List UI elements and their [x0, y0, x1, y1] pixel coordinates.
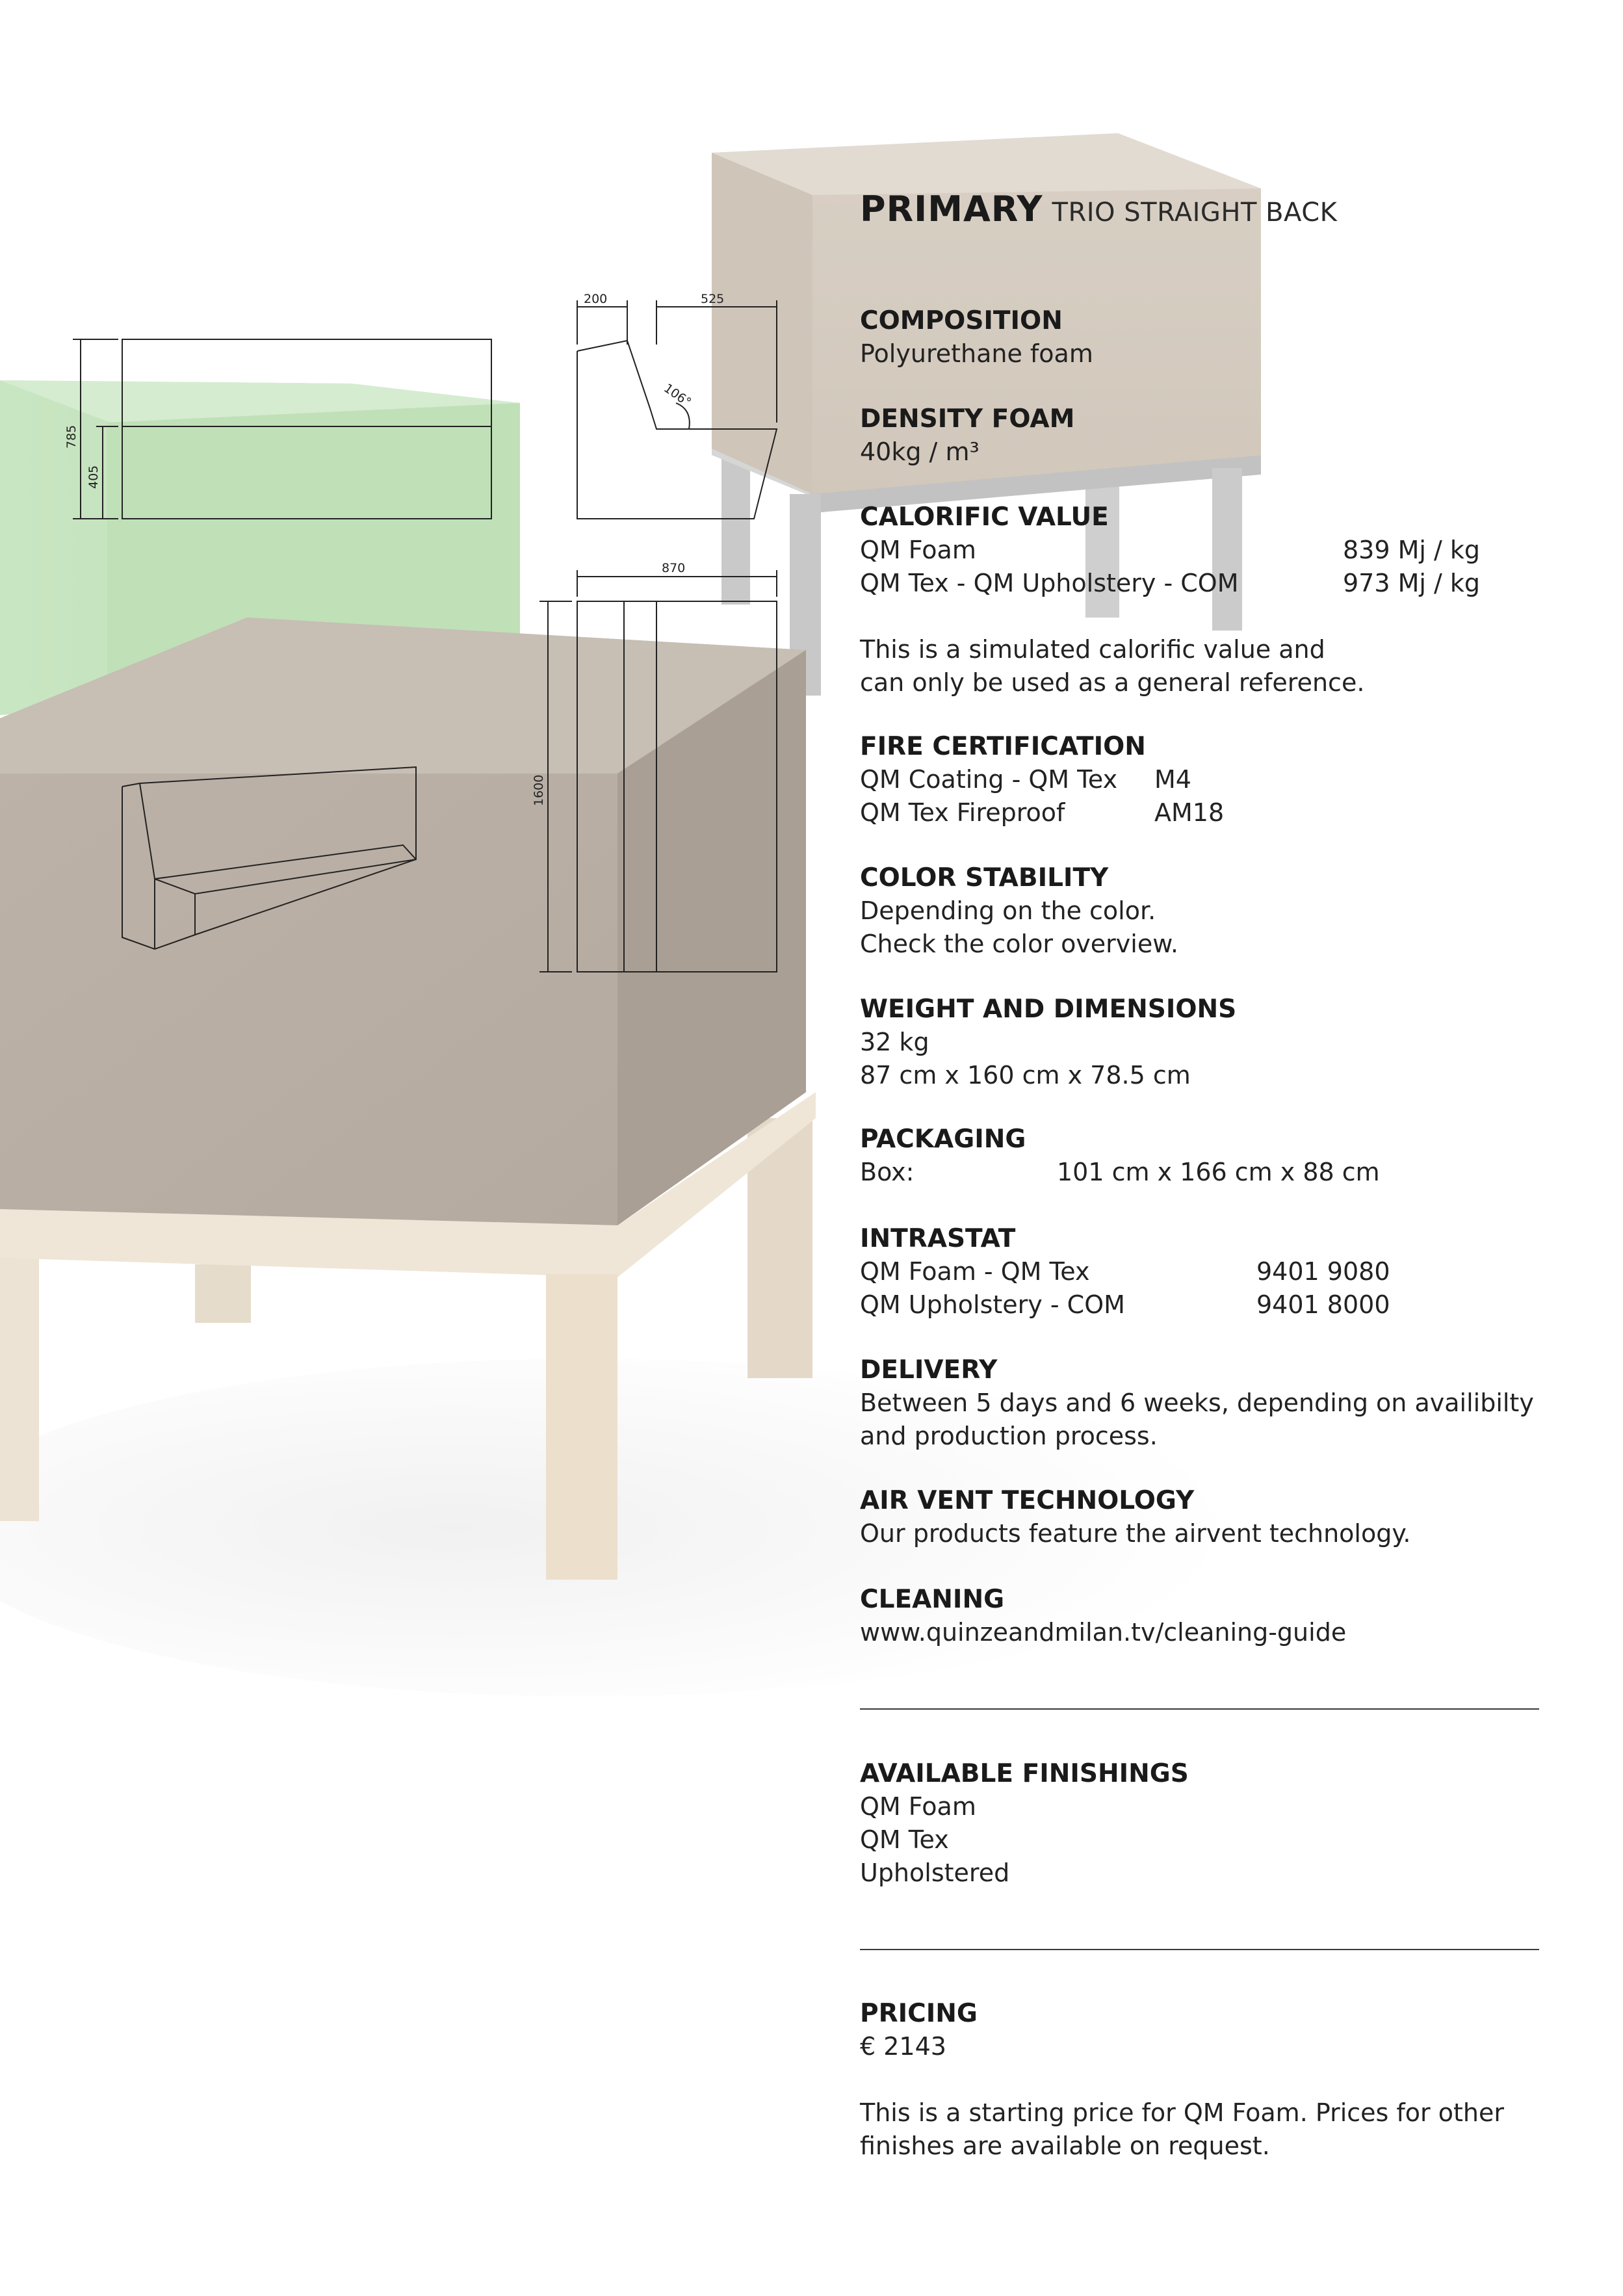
divider [860, 1708, 1539, 1710]
intrastat-value: 9401 9080 [1256, 1257, 1390, 1286]
calorific-heading: CALORIFIC VALUE [860, 502, 1109, 532]
brand-name: PRIMARY [860, 189, 1043, 229]
fire-value: AM18 [1154, 798, 1225, 827]
dim-seat-depth: 525 [701, 292, 725, 306]
finishing-item: QM Foam [860, 1792, 976, 1821]
composition-value: Polyurethane foam [860, 339, 1093, 368]
calorific-value: 973 Mj / kg [1343, 569, 1481, 597]
delivery-line: Between 5 days and 6 weeks, depending on availibilty [860, 1389, 1534, 1417]
packaging-row [860, 1156, 1542, 1189]
fire-value: M4 [1154, 765, 1191, 794]
dim-total-depth: 870 [662, 561, 686, 575]
density-heading: DENSITY FOAM [860, 404, 1075, 434]
fire-row [860, 796, 1542, 829]
finishings-section [860, 1757, 1542, 1890]
intrastat-section [860, 1222, 1542, 1322]
delivery-line: and production process. [860, 1422, 1158, 1450]
dim-total-width: 1600 [532, 774, 546, 806]
density-section [860, 402, 1542, 469]
delivery-section [860, 1353, 1542, 1453]
pricing-note: This is a starting price for QM Foam. Prices for other [860, 2098, 1504, 2127]
color-section [860, 861, 1542, 961]
cleaning-heading: CLEANING [860, 1585, 1005, 1614]
fire-label: QM Tex Fireproof [860, 798, 1065, 827]
pricing-note: finishes are available on request. [860, 2132, 1270, 2160]
intrastat-value: 9401 8000 [1256, 1290, 1390, 1319]
packaging-value: 101 cm x 166 cm x 88 cm [1057, 1158, 1380, 1186]
pricing-section [860, 1997, 1542, 2163]
composition-heading: COMPOSITION [860, 306, 1063, 335]
finishings-heading: AVAILABLE FINISHINGS [860, 1759, 1189, 1788]
fire-row [860, 763, 1542, 796]
dim-back-angle: 106° [661, 381, 694, 410]
finishing-item: QM Tex [860, 1825, 949, 1854]
divider [860, 1949, 1539, 1950]
intrastat-heading: INTRASTAT [860, 1224, 1016, 1253]
cleaning-link[interactable]: www.quinzeandmilan.tv/cleaning-guide [860, 1618, 1347, 1647]
calorific-note: This is a simulated calorific value and [860, 635, 1325, 664]
pricing-value: € 2143 [860, 2032, 946, 2061]
weight-section [860, 993, 1542, 1092]
airvent-heading: AIR VENT TECHNOLOGY [860, 1486, 1195, 1515]
calorific-section [860, 501, 1542, 699]
packaging-section [860, 1123, 1542, 1189]
color-line: Depending on the color. [860, 896, 1156, 925]
product-name: TRIO STRAIGHT BACK [1052, 198, 1338, 228]
calorific-row [860, 534, 1542, 567]
packaging-label: Box: [860, 1158, 915, 1186]
density-value: 40kg / m³ [860, 437, 980, 466]
pricing-heading: PRICING [860, 1999, 978, 2028]
spec-sheet [860, 189, 1542, 2160]
airvent-value: Our products feature the airvent technology. [860, 1519, 1411, 1548]
fire-section [860, 730, 1542, 829]
color-line: Check the color overview. [860, 930, 1178, 958]
calorific-value: 839 Mj / kg [1343, 536, 1481, 564]
finishing-item: Upholstered [860, 1859, 1010, 1887]
calorific-label: QM Foam [860, 536, 976, 564]
fire-heading: FIRE CERTIFICATION [860, 732, 1146, 761]
page-title [860, 189, 1542, 241]
weight-line: 87 cm x 160 cm x 78.5 cm [860, 1061, 1191, 1089]
weight-heading: WEIGHT AND DIMENSIONS [860, 995, 1237, 1024]
intrastat-row [860, 1288, 1542, 1322]
airvent-section [860, 1484, 1542, 1550]
calorific-note: can only be used as a general reference. [860, 668, 1365, 697]
cleaning-section [860, 1583, 1542, 1649]
composition-section [860, 304, 1542, 371]
packaging-heading: PACKAGING [860, 1125, 1026, 1154]
weight-line: 32 kg [860, 1028, 929, 1056]
dim-total-height: 785 [64, 424, 79, 449]
intrastat-row [860, 1255, 1542, 1288]
intrastat-label: QM Foam - QM Tex [860, 1257, 1090, 1286]
dim-back-depth: 200 [584, 292, 608, 306]
dim-seat-height: 405 [86, 465, 101, 489]
color-heading: COLOR STABILITY [860, 863, 1109, 893]
intrastat-label: QM Upholstery - COM [860, 1290, 1125, 1319]
calorific-label: QM Tex - QM Upholstery - COM [860, 569, 1239, 597]
calorific-row [860, 567, 1542, 600]
delivery-heading: DELIVERY [860, 1355, 998, 1385]
fire-label: QM Coating - QM Tex [860, 765, 1118, 794]
